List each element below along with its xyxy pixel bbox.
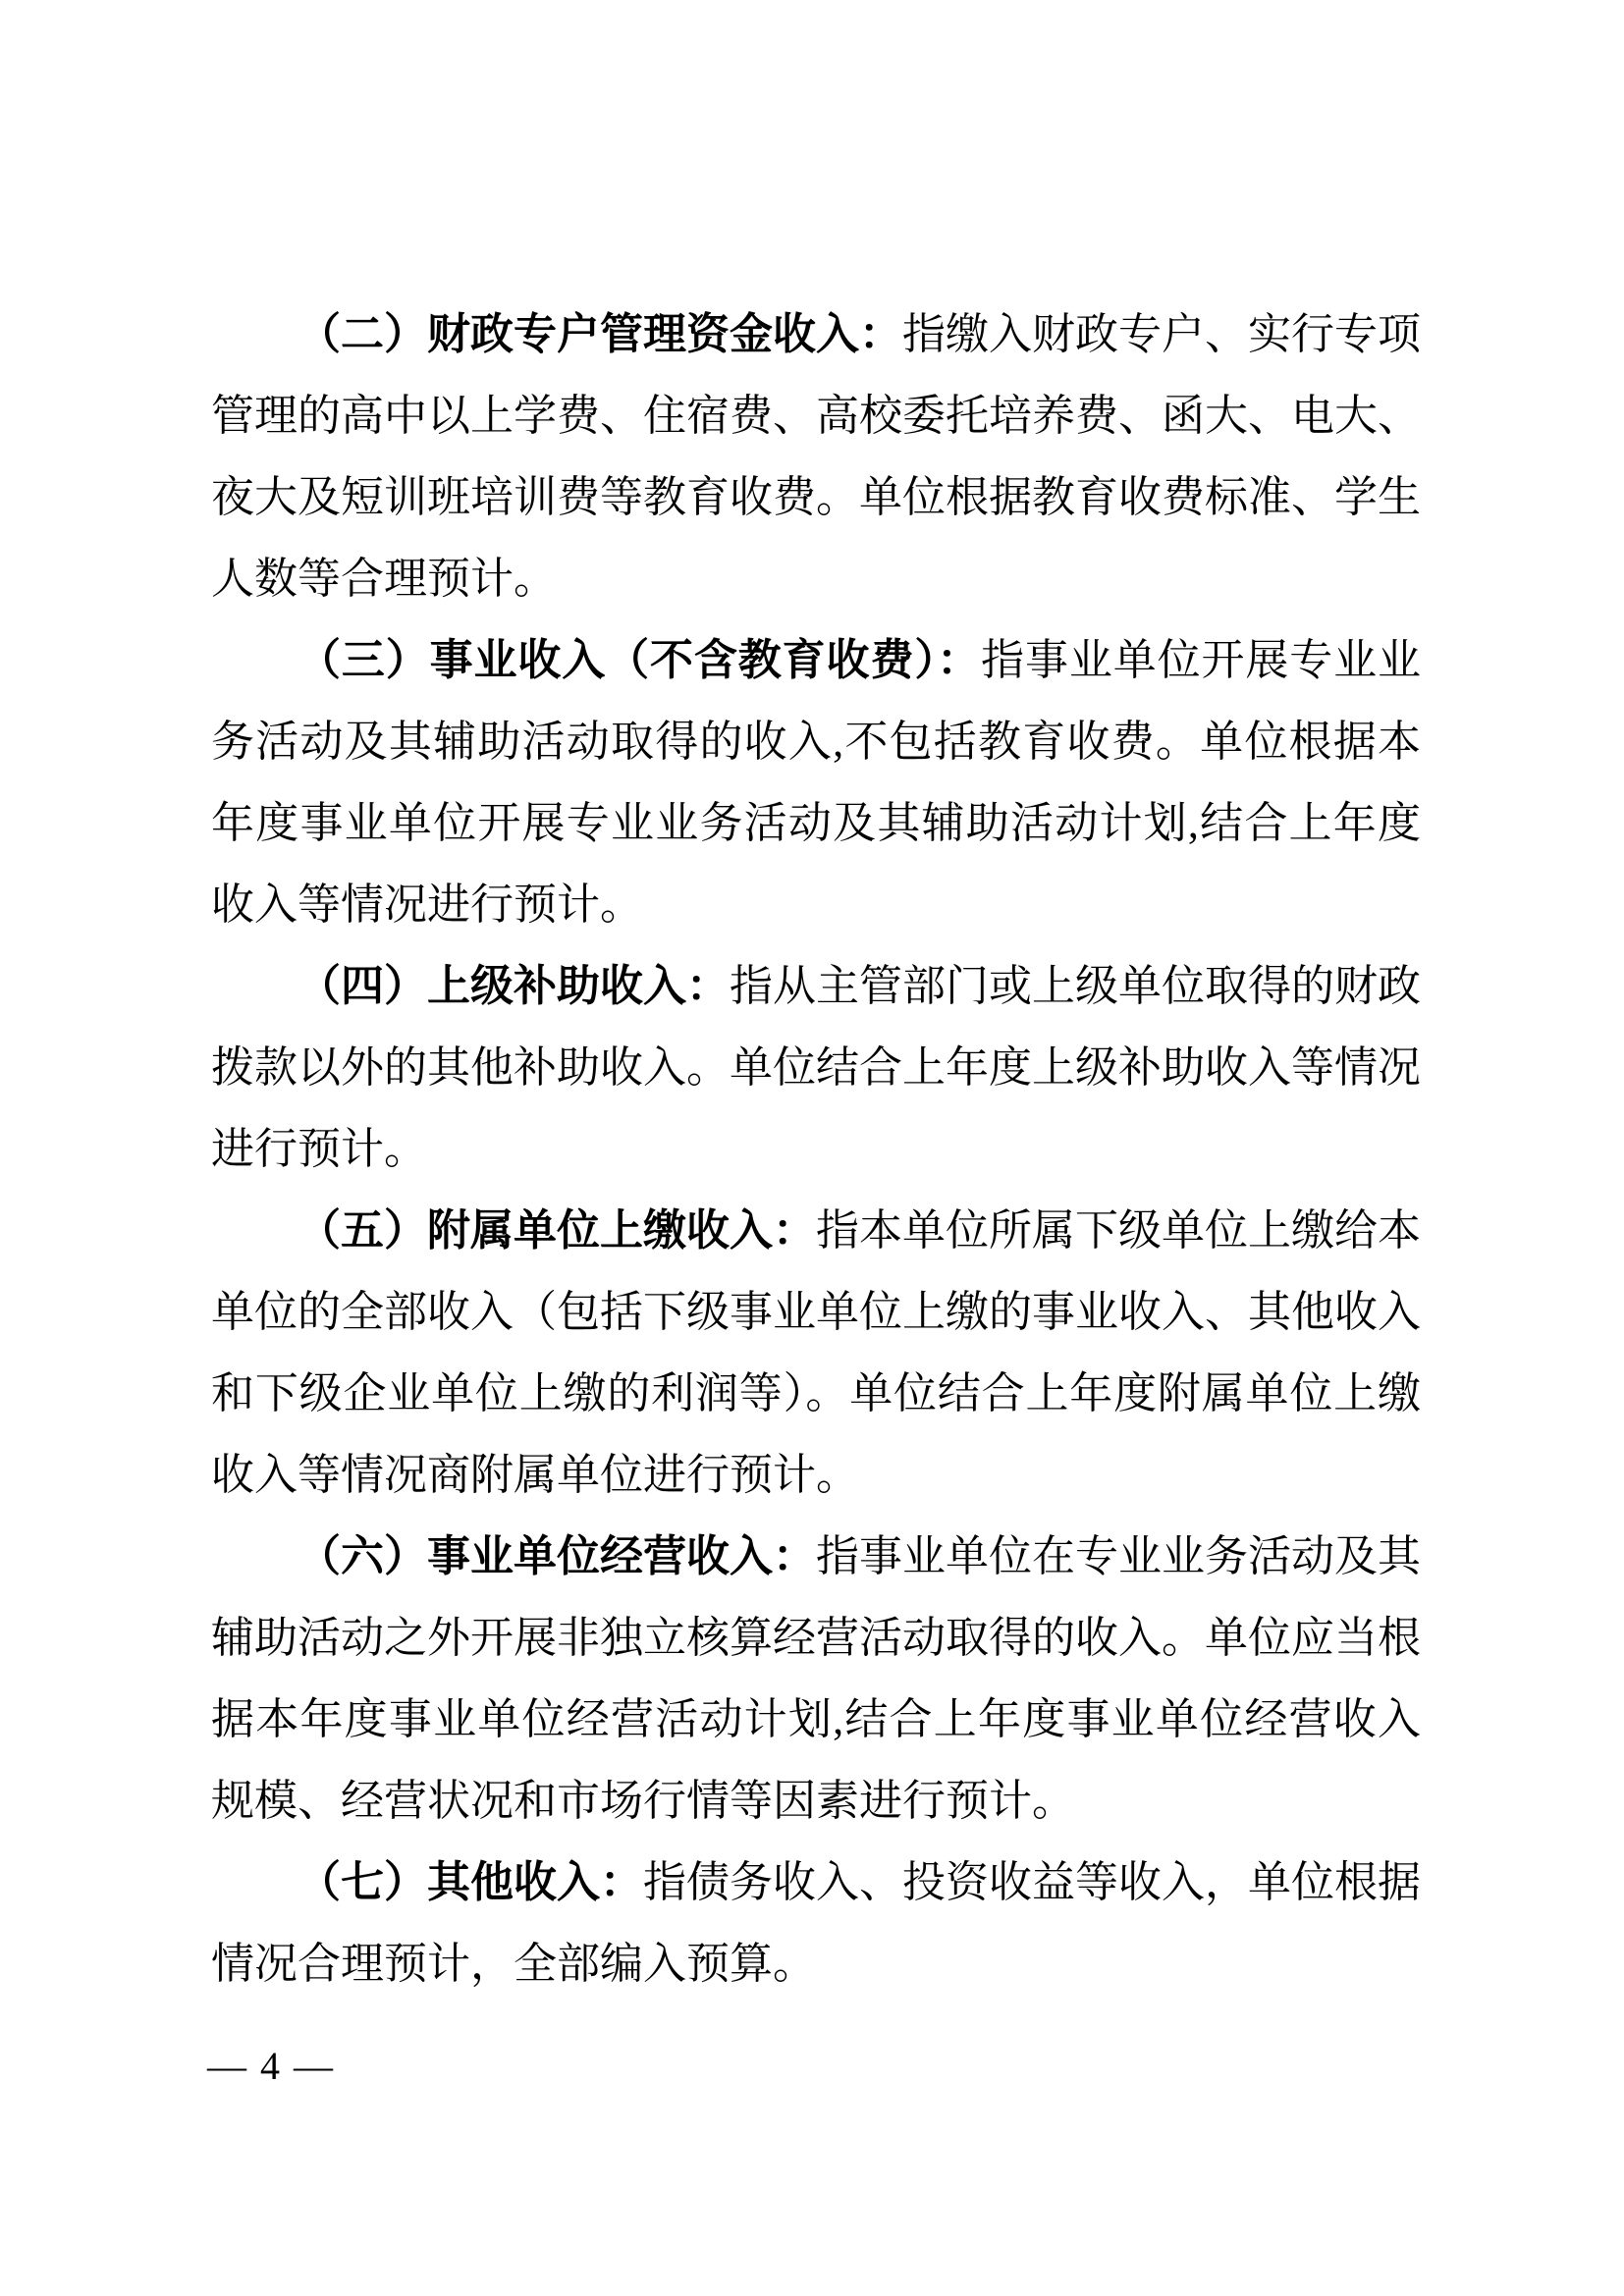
paragraph-text: 指从主管部门或上级单位取得的财政拨款以外的其他补助收入。单位结合上年度上级补助收入等情况进行预计。 (211, 962, 1421, 1173)
paragraph-section-4 (211, 945, 1421, 1190)
paragraph-lead: （六）事业单位经营收入： (298, 1532, 816, 1580)
paragraph-section-7 (211, 1842, 1421, 2004)
paragraph-lead: （三）事业收入（不含教育收费）： (298, 636, 982, 684)
paragraph-section-2 (211, 294, 1421, 619)
paragraph-text: 指事业单位开展专业业务活动及其辅助活动取得的收入,不包括教育收费。单位根据本年度事业单位开展专业业务活动及其辅助活动计划,结合上年度收入等情况进行预计。 (211, 636, 1422, 929)
document-body (211, 294, 1421, 2004)
paragraph-lead: （四）上级补助收入： (298, 962, 730, 1010)
paragraph-text: 指缴入财政专户、实行专项管理的高中以上学费、住宿费、高校委托培养费、函大、电大、夜大及短训班培训费等教育收费。单位根据教育收费标准、学生人数等合理预计。 (211, 310, 1421, 603)
paragraph-lead: （五）附属单位上缴收入： (298, 1206, 816, 1255)
paragraph-text: 指事业单位在专业业务活动及其辅助活动之外开展非独立核算经营活动取得的收入。单位应当根据本年度事业单位经营活动计划,结合上年度事业单位经营收入规模、经营状况和市场行情等因素进行预计。 (211, 1532, 1421, 1825)
paragraph-section-6 (211, 1516, 1421, 1842)
page-number: — 4 — (207, 2044, 335, 2088)
paragraph-text: 指债务收入、投资收益等收入，单位根据情况合理预计，全部编入预算。 (211, 1858, 1421, 1988)
paragraph-lead: （二）财政专户管理资金收入： (298, 310, 902, 358)
paragraph-section-3 (211, 619, 1421, 945)
paragraph-section-5 (211, 1190, 1421, 1516)
paragraph-text: 指本单位所属下级单位上缴给本单位的全部收入（包括下级事业单位上缴的事业收入、其他收入和下级企业单位上缴的利润等）。单位结合上年度附属单位上缴收入等情况商附属单位进行预计。 (211, 1206, 1421, 1499)
paragraph-lead: （七）其他收入： (298, 1858, 643, 1906)
